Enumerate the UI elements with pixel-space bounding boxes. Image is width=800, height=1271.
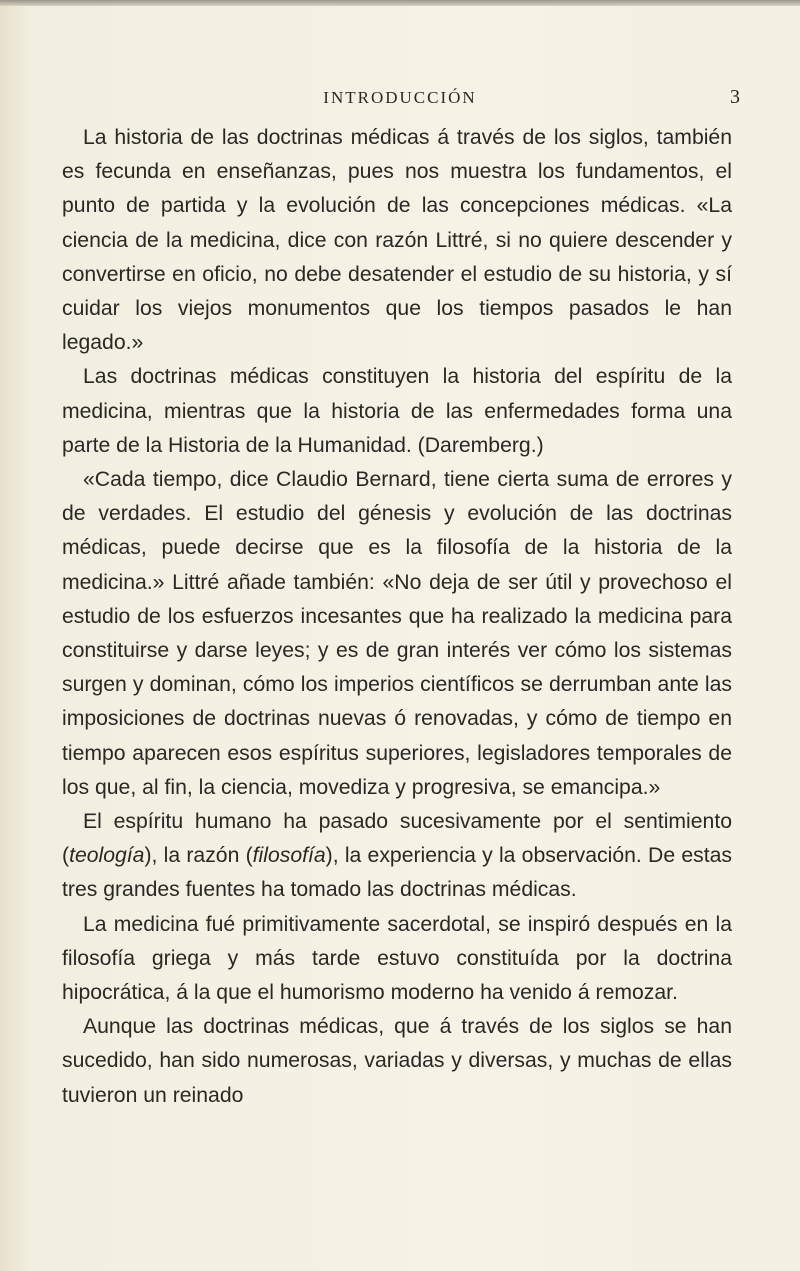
paragraph-4-text-b: ), la razón (: [144, 844, 253, 868]
paragraph-4: [62, 805, 732, 908]
paragraph-2: Las doctrinas médicas constituyen la historia del espíritu de la medicina, mientras que la historia de las enfermedades forma una parte de la Historia de la Humanidad. (Daremberg.): [62, 365, 732, 457]
body-text: [62, 121, 732, 1113]
paragraph-1: La historia de las doctrinas médicas á través de los siglos, también es fecunda en enseñanzas, pues nos muestra los fundamentos, el punto de partida y la evolución de las concepciones médicas. «La ciencia de la medicina, dice con razón Littré, si no quiere descender y convertirse en oficio, no debe desatender el estudio de su historia, y sí cuidar los viejos monumentos que los tiempos pasados le han legado.»: [62, 126, 732, 355]
paragraph-5: La medicina fué primitivamente sacerdotal, se inspiró después en la filosofía griega y más tarde estuvo constituída por la doctrina hipocrática, á la que el humorismo moderno ha venido á remozar.: [62, 912, 732, 1005]
italic-teologia: teología: [69, 844, 145, 868]
paragraph-6: Aunque las doctrinas médicas, que á través de los siglos se han sucedido, han sido numerosas, variadas y diversas, y muchas de ellas tuvieron un reinado: [62, 1015, 732, 1107]
paragraph-4-text-a: El espíritu humano ha pasado sucesivamente por el sentimiento (: [62, 810, 732, 868]
page-number: 3: [730, 86, 740, 108]
page-top-edge: [0, 0, 800, 6]
paragraph-4-text-c: ), la experiencia y la observación. De estas tres grandes fuentes ha tomado las doctrinas médicas.: [62, 844, 732, 902]
italic-filosofia: filosofía: [252, 844, 326, 868]
paragraph-3: «Cada tiempo, dice Claudio Bernard, tiene cierta suma de errores y de verdades. El estudio del génesis y evolución de las doctrinas médicas, puede decirse que es la filosofía de la historia de la medicina.» Littré añade también: «No deja de ser útil y provechoso el estudio de los esfuerzos incesantes que ha realizado la medicina para constituirse y darse leyes; y es de gran interés ver cómo los sistemas surgen y dominan, cómo los imperios científicos se derrumban ante las imposiciones de doctrinas nuevas ó renovadas, y cómo de tiempo en tiempo aparecen esos espíritus superiores, legisladores temporales de los que, al fin, la ciencia, movediza y progresiva, se emancipa.»: [62, 468, 732, 799]
page-header: [0, 84, 800, 114]
running-head: INTRODUCCIÓN: [323, 88, 477, 107]
